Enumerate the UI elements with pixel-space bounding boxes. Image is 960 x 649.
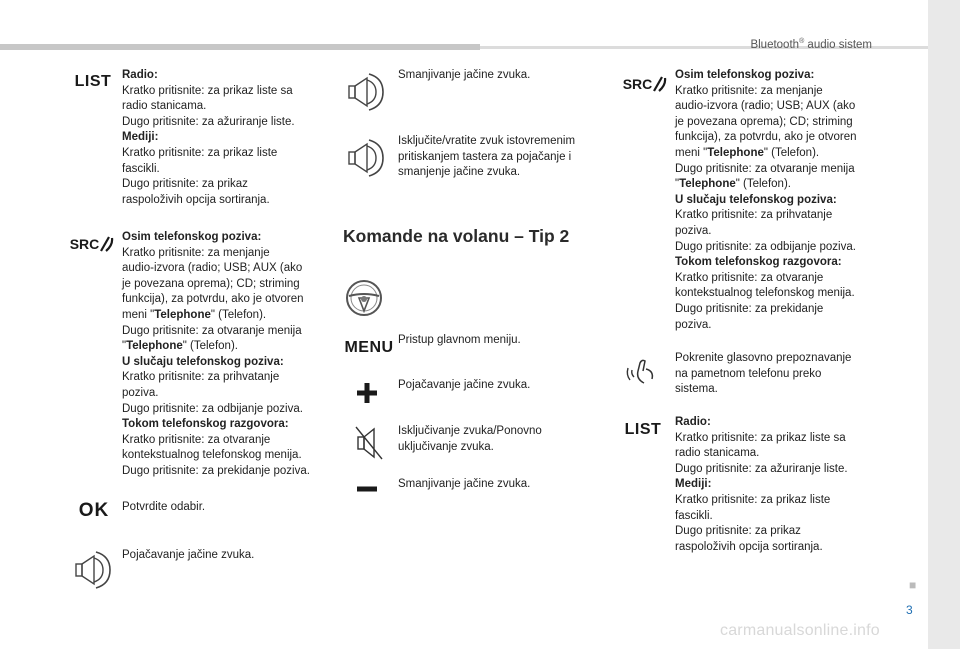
ok-button-icon: OK bbox=[78, 500, 110, 521]
text-line: fascikli. bbox=[122, 162, 160, 175]
text-line: na pametnom telefonu preko bbox=[675, 367, 822, 380]
text-line: Radio: bbox=[675, 416, 711, 428]
plus-description bbox=[398, 378, 530, 394]
text-line: Dugo pritisnite: za prikaz bbox=[122, 178, 248, 191]
text-line: "Telephone" (Telefon). bbox=[675, 178, 791, 191]
text-line: Kratko pritisnite: za menjanje bbox=[675, 84, 823, 97]
text-line: Dugo pritisnite: za otvaranje menija bbox=[122, 324, 302, 337]
text-line: Tokom telefonskog razgovora: bbox=[122, 418, 289, 431]
text-line: Pokrenite glasovno prepoznavanje bbox=[675, 352, 852, 364]
src-description bbox=[122, 230, 310, 480]
src-description-2 bbox=[675, 68, 857, 333]
steering-wheel-icon bbox=[344, 278, 384, 318]
text-line: smanjenje jačine zvuka. bbox=[398, 166, 521, 179]
text-line: Dugo pritisnite: za otvaranje menija bbox=[675, 162, 855, 175]
mute-speaker-icon bbox=[354, 425, 384, 461]
text-line: Mediji: bbox=[122, 131, 159, 144]
minus-description bbox=[398, 477, 530, 493]
text-line: je povezana oprema); CD; striming bbox=[122, 277, 300, 290]
text-line: audio-izvora (radio; USB; AUX (ako bbox=[122, 262, 303, 275]
text-line: Radio: bbox=[122, 69, 158, 81]
section-title: Komande na volanu – Tip 2 bbox=[343, 226, 570, 246]
text-line: Dugo pritisnite: za ažuriranje liste. bbox=[122, 115, 295, 128]
text-line: U slučaju telefonskog poziva: bbox=[122, 355, 284, 368]
text-line: Mediji: bbox=[675, 478, 712, 491]
text-line: Smanjivanje jačine zvuka. bbox=[398, 69, 531, 81]
header-title-sup: ® bbox=[799, 38, 805, 45]
text-line: Tokom telefonskog razgovora: bbox=[675, 256, 842, 269]
plus-icon bbox=[356, 382, 378, 404]
text-line: U slučaju telefonskog poziva: bbox=[675, 193, 837, 206]
watermark: carmanualsonline.info bbox=[720, 622, 880, 639]
text-line: poziva. bbox=[122, 386, 159, 399]
src-button-icon bbox=[66, 232, 118, 256]
text-line: Kratko pritisnite: za prikaz liste sa bbox=[122, 84, 293, 97]
menu-button-icon: MENU bbox=[344, 339, 394, 356]
text-line: meni "Telephone" (Telefon). bbox=[675, 146, 820, 159]
text-line: kontekstualnog telefonskog menija. bbox=[122, 449, 302, 462]
text-line: meni "Telephone" (Telefon). bbox=[122, 308, 267, 321]
list-description bbox=[122, 68, 295, 208]
text-line: poziva. bbox=[675, 224, 712, 237]
src-label: SRC bbox=[69, 236, 100, 252]
text-line: "Telephone" (Telefon). bbox=[122, 340, 238, 353]
voice-description bbox=[675, 351, 851, 398]
text-line: Dugo pritisnite: za ažuriranje liste. bbox=[675, 462, 848, 475]
text-line: Dugo pritisnite: za odbijanje poziva. bbox=[675, 240, 856, 253]
text-line: je povezana oprema); CD; striming bbox=[675, 115, 853, 128]
header-title bbox=[750, 38, 872, 51]
page-number: 3 bbox=[906, 603, 913, 617]
text-line: fascikli. bbox=[675, 509, 713, 522]
text-line: radio stanicama. bbox=[675, 447, 760, 460]
text-line: funkcija), za potvrdu, ako je otvoren bbox=[122, 293, 304, 306]
text-line: Dugo pritisnite: za prekidanje poziva. bbox=[122, 464, 310, 477]
text-line: Dugo pritisnite: za prekidanje bbox=[675, 302, 824, 315]
phone-slash-icon-2 bbox=[653, 76, 667, 92]
text-line: Osim telefonskog poziva: bbox=[122, 231, 262, 243]
text-line: Kratko pritisnite: za prikaz liste sa bbox=[675, 431, 846, 444]
volume-down-wheel-icon bbox=[343, 70, 387, 114]
minus-icon bbox=[356, 484, 378, 494]
text-line: radio stanicama. bbox=[122, 100, 207, 113]
text-line: Kratko pritisnite: za prihvatanje bbox=[122, 371, 280, 384]
text-line: Smanjivanje jačine zvuka. bbox=[398, 478, 531, 490]
volume-up-wheel-icon bbox=[70, 548, 114, 592]
text-line: raspoloživih opcija sortiranja. bbox=[122, 193, 270, 206]
text-line: Pojačavanje jačine zvuka. bbox=[398, 379, 531, 391]
text-line: Dugo pritisnite: za prikaz bbox=[675, 525, 801, 538]
text-line: Potvrdite odabir. bbox=[122, 501, 206, 513]
voice-recognition-icon bbox=[624, 357, 660, 387]
header-title-main: Bluetooth bbox=[750, 38, 800, 51]
list-button-icon: LIST bbox=[74, 73, 112, 90]
text-line: Kratko pritisnite: za prihvatanje bbox=[675, 209, 833, 222]
phone-slash-icon bbox=[100, 236, 114, 252]
mute-wheel-icon bbox=[343, 136, 387, 180]
header-rule-dark bbox=[0, 44, 480, 50]
text-line: Kratko pritisnite: za menjanje bbox=[122, 246, 270, 259]
list-button-icon-2: LIST bbox=[624, 421, 662, 438]
text-line: raspoloživih opcija sortiranja. bbox=[675, 540, 823, 553]
text-line: Kratko pritisnite: za otvaranje bbox=[675, 271, 824, 284]
mute2-description bbox=[398, 424, 542, 455]
text-line: Osim telefonskog poziva: bbox=[675, 69, 815, 81]
src-label-2: SRC bbox=[622, 76, 653, 92]
right-sidebar bbox=[928, 0, 960, 649]
text-line: Pojačavanje jačine zvuka. bbox=[122, 549, 255, 561]
page-marker: ■ bbox=[909, 578, 917, 592]
volume-up-description bbox=[122, 548, 254, 564]
ok-description bbox=[122, 500, 205, 516]
text-line: Kratko pritisnite: za prikaz liste bbox=[122, 146, 278, 159]
text-line: uključivanje zvuka. bbox=[398, 440, 494, 453]
mute-description bbox=[398, 134, 575, 181]
text-line: poziva. bbox=[675, 318, 712, 331]
text-line: pritiskanjem tastera za pojačanje i bbox=[398, 150, 572, 163]
text-line: Dugo pritisnite: za odbijanje poziva. bbox=[122, 402, 303, 415]
text-line: kontekstualnog telefonskog menija. bbox=[675, 287, 855, 300]
text-line: Kratko pritisnite: za prikaz liste bbox=[675, 493, 831, 506]
src-button-icon-2 bbox=[619, 72, 671, 96]
menu-description bbox=[398, 333, 521, 349]
header-title-rest: audio sistem bbox=[804, 38, 872, 51]
text-line: audio-izvora (radio; USB; AUX (ako bbox=[675, 100, 856, 113]
text-line: Isključite/vratite zvuk istovremenim bbox=[398, 135, 576, 147]
text-line: sistema. bbox=[675, 383, 718, 396]
text-line: Kratko pritisnite: za otvaranje bbox=[122, 433, 271, 446]
list-description-2 bbox=[675, 415, 848, 555]
volume-down-description bbox=[398, 68, 530, 84]
text-line: Isključivanje zvuka/Ponovno bbox=[398, 425, 542, 437]
text-line: funkcija), za potvrdu, ako je otvoren bbox=[675, 131, 857, 144]
text-line: Pristup glavnom meniju. bbox=[398, 334, 521, 346]
